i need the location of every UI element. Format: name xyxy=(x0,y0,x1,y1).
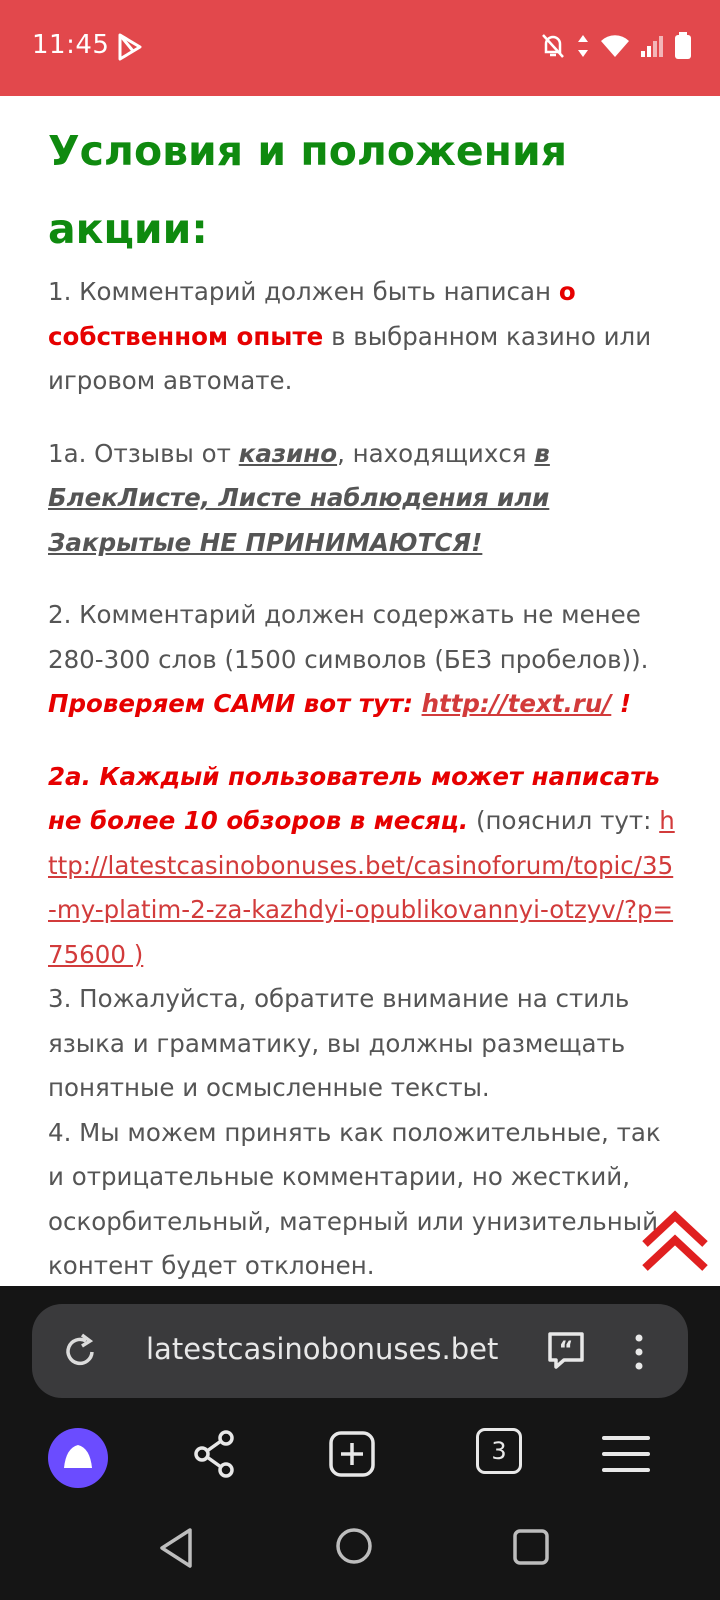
data-arrows-icon xyxy=(576,33,590,64)
hamburger-menu-icon[interactable] xyxy=(602,1434,650,1479)
share-icon[interactable] xyxy=(192,1430,236,1483)
more-vert-icon[interactable] xyxy=(632,1332,646,1377)
address-bar[interactable] xyxy=(32,1304,688,1398)
browser-bottom-bar xyxy=(0,1286,720,1600)
term-2a: 2а. Каждый пользователь может написать не более 10 обзоров в месяц. (пояснил тут: http://latestcasinobonuses.bet/casinoforum/topic/35-my-platim-2-za-kazhdyi-opublikovannyi-otzyv/?p=75600 ) xyxy=(48,761,675,969)
text-ru-link[interactable]: http://text.ru/ xyxy=(421,689,612,718)
term-2: 2. Комментарий должен содержать не менее 280-300 слов (1500 символов (БЕЗ пробелов)). Проверяем САМИ вот тут: http://text.ru/ ! xyxy=(48,600,649,718)
terms-content xyxy=(48,112,678,1289)
highlight-own-experience: о собственном опыте xyxy=(48,277,576,351)
alice-assistant-button[interactable] xyxy=(48,1428,108,1488)
reload-icon[interactable] xyxy=(62,1332,98,1375)
clock: 11:45 xyxy=(32,30,110,60)
battery-icon xyxy=(674,32,692,65)
new-tab-icon[interactable] xyxy=(328,1430,376,1483)
home-nav-icon[interactable] xyxy=(334,1526,374,1571)
bell-off-icon xyxy=(540,32,566,65)
double-chevron-up-icon xyxy=(640,1206,710,1276)
review-limit-note: 2а. Каждый пользователь может написать не более 10 обзоров в месяц. xyxy=(48,761,660,835)
term-1a: 1а. Отзывы от казино, находящихся в БлекЛисте, Листе наблюдения или Закрытые НЕ ПРИНИМАЮТСЯ! xyxy=(48,438,550,557)
wifi-icon xyxy=(600,34,630,63)
term-1: 1. Комментарий должен быть написан о собственном опыте в выбранном казино или игровом автомате. xyxy=(48,277,652,395)
blacklist-emphasis: в БлекЛисте, Листе наблюдения или Закрытые НЕ ПРИНИМАЮТСЯ! xyxy=(48,438,550,557)
url-text[interactable]: latestcasinobonuses.bet xyxy=(146,1332,499,1366)
status-bar xyxy=(0,0,720,96)
status-icons xyxy=(540,32,692,65)
play-store-icon xyxy=(116,32,144,67)
check-note: Проверяем САМИ вот тут: xyxy=(48,689,422,718)
system-nav-bar xyxy=(0,1508,720,1600)
recents-nav-icon[interactable] xyxy=(512,1528,550,1571)
tabs-counter-button[interactable]: 3 xyxy=(476,1428,522,1474)
casino-emphasis: казино xyxy=(238,438,338,468)
signal-icon xyxy=(640,34,664,63)
forum-topic-link[interactable]: http://latestcasinobonuses.bet/casinoforum/topic/35-my-platim-2-za-kazhdyi-opublikovannyi-otzyv/?p=75600 ) xyxy=(48,806,675,969)
alice-icon xyxy=(48,1428,108,1488)
back-nav-icon[interactable] xyxy=(156,1526,196,1575)
term-4: 4. Мы можем принять как положительные, так и отрицательные комментарии, но жесткий, оскорбительный, матерный или унизительный контент будет отклонен. xyxy=(48,1117,661,1280)
scroll-to-top-button[interactable] xyxy=(640,1206,710,1281)
term-3: 3. Пожалуйста, обратите внимание на стиль языка и грамматику, вы должны размещать понятные и осмысленные тексты. xyxy=(48,984,630,1102)
browser-toolbar xyxy=(0,1398,720,1508)
svg-text:“: “ xyxy=(558,1338,574,1363)
page-title: Условия и положения акции: xyxy=(48,127,568,253)
reader-quote-icon[interactable] xyxy=(544,1328,588,1377)
